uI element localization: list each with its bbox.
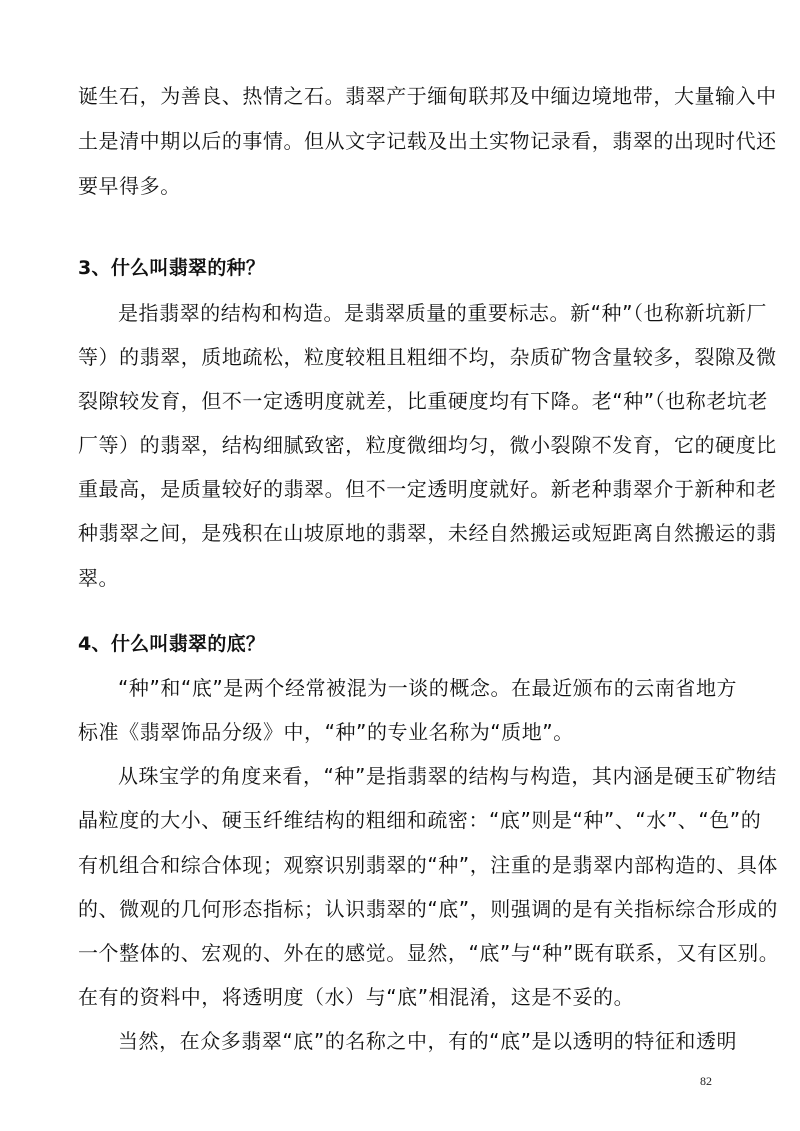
text-line: 重最高，是质量较好的翡翠。但不一定透明度就好。新老种翡翠介于新种和老 [78, 477, 777, 501]
text-line: 当然，在众多翡翠“底”的名称之中，有的“底”是以透明的特征和透明 [118, 1029, 738, 1053]
text-line: 等）的翡翠，质地疏松，粒度较粗且粗细不均，杂质矿物含量较多，裂隙及微 [78, 345, 777, 369]
page-number: 82 [700, 1074, 712, 1088]
text-line: 的、微观的几何形态指标；认识翡翠的“底”，则强调的是有关指标综合形成的 [78, 897, 778, 921]
text-line: 裂隙较发育，但不一定透明度就差，比重硬度均有下降。老“种”（也称老坑老 [78, 389, 768, 413]
text-line: 是指翡翠的结构和构造。是翡翠质量的重要标志。新“种”（也称新坑新厂 [118, 301, 767, 325]
section-heading: 4、什么叫翡翠的底？ [78, 633, 266, 655]
section-heading: 3、什么叫翡翠的种？ [78, 257, 266, 279]
text-line: 从珠宝学的角度来看，“种”是指翡翠的结构与构造，其内涵是硬玉矿物结 [118, 764, 777, 788]
text-line: 有机组合和综合体现；观察识别翡翠的“种”，注重的是翡翠内部构造的、具体 [78, 853, 778, 877]
text-line: 要早得多。 [78, 174, 181, 198]
text-line: “种”和“底”是两个经常被混为一谈的概念。在最近颁布的云南省地方 [118, 676, 738, 700]
text-line: 厂等）的翡翠，结构细腻致密，粒度微细均匀，微小裂隙不发育，它的硬度比 [78, 433, 777, 457]
text-line: 诞生石，为善良、热情之石。翡翠产于缅甸联邦及中缅边境地带，大量输入中 [78, 84, 777, 108]
text-line: 晶粒度的大小、硬玉纤维结构的粗细和疏密：“底”则是“种”、“水”、“色”的 [78, 808, 762, 832]
text-line: 翠。 [78, 566, 120, 590]
text-line: 标准《翡翠饰品分级》中，“种”的专业名称为“质地”。 [78, 720, 574, 744]
text-line: 土是清中期以后的事情。但从文字记载及出土实物记录看，翡翠的出现时代还 [78, 129, 777, 153]
text-line: 种翡翠之间，是残积在山坡原地的翡翠，未经自然搬运或短距离自然搬运的翡 [78, 521, 777, 545]
text-line: 一个整体的、宏观的、外在的感觉。显然，“底”与“种”既有联系，又有区别。 [78, 941, 780, 965]
text-line: 在有的资料中，将透明度（水）与“底”相混淆，这是不妥的。 [78, 985, 635, 1009]
